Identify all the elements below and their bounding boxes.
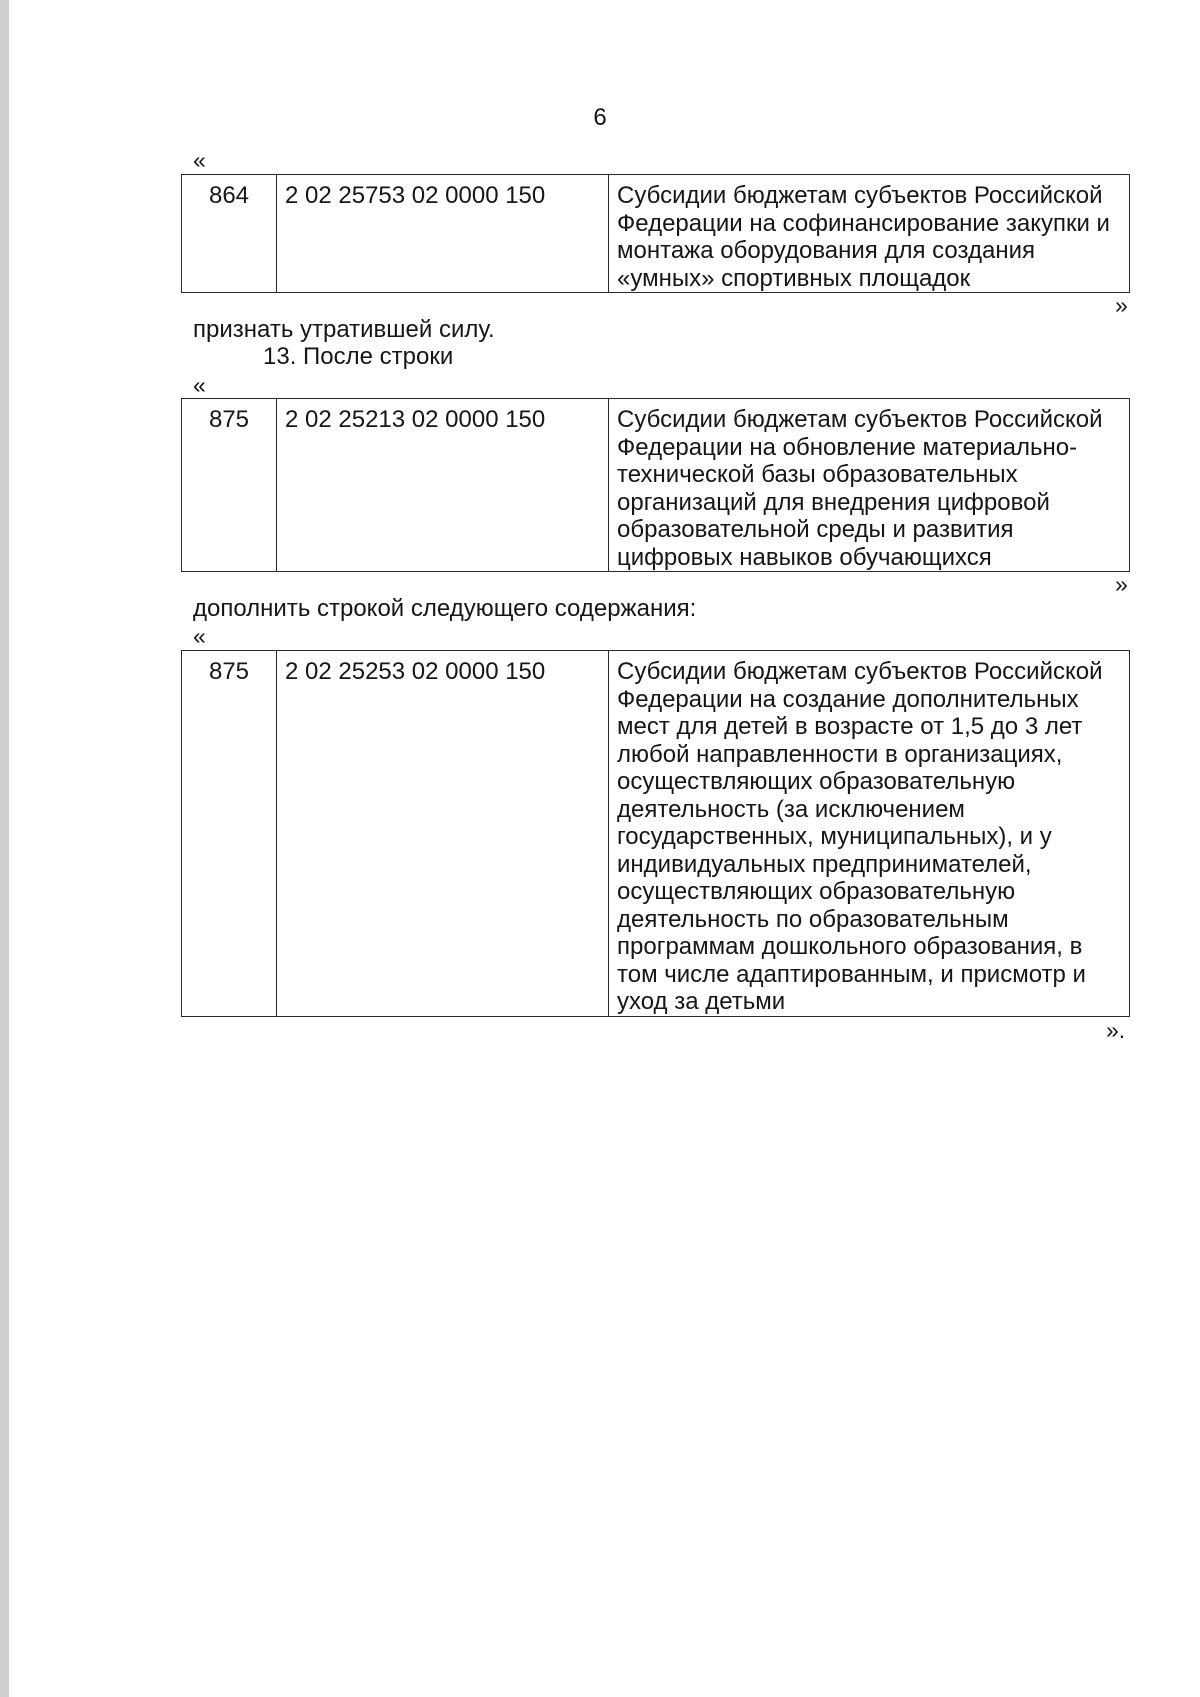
row-description: Субсидии бюджетам субъектов Российской Федерации на обновление материально-технической базы образовательных организаций для внедрения цифровой образовательной среды и развития цифровых навыков обучающихся <box>609 399 1130 572</box>
table-row <box>182 175 1130 293</box>
open-quote-1: « <box>193 147 206 173</box>
close-quote-2: » <box>1115 571 1128 597</box>
budget-code: 2 02 25213 02 0000 150 <box>277 399 609 572</box>
repeal-text: признать утратившей силу. <box>193 316 495 343</box>
row-number: 864 <box>182 175 277 293</box>
budget-code: 2 02 25253 02 0000 150 <box>277 651 609 1017</box>
page-number: 6 <box>593 104 607 131</box>
final-close-quote: ». <box>1106 1017 1126 1043</box>
scan-edge-strip <box>0 0 9 1697</box>
close-quote-1: » <box>1115 292 1128 318</box>
item-13-text: 13. После строки <box>263 343 454 370</box>
table-block-3 <box>181 650 1130 1017</box>
add-row-text: дополнить строкой следующего содержания: <box>193 595 697 622</box>
table-block-2 <box>181 398 1130 572</box>
budget-code: 2 02 25753 02 0000 150 <box>277 175 609 293</box>
row-number: 875 <box>182 399 277 572</box>
row-number: 875 <box>182 651 277 1017</box>
table-block-1 <box>181 174 1130 293</box>
row-description: Субсидии бюджетам субъектов Российской Федерации на создание дополнительных мест для детей в возрасте от 1,5 до 3 лет любой направленности в организациях, осуществляющих образовательную деятельность (за исключением государственных, муниципальных), и у индивидуальных предпринимателей, осуществляющих образовательную деятельность по образовательным программам дошкольного образования, в том числе адаптированным, и присмотр и уход за детьми <box>609 651 1130 1017</box>
row-description: Субсидии бюджетам субъектов Российской Федерации на софинансирование закупки и монтажа оборудования для создания «умных» спортивных площадок <box>609 175 1130 293</box>
open-quote-2: « <box>193 372 206 398</box>
table-row <box>182 651 1130 1017</box>
table-row <box>182 399 1130 572</box>
open-quote-3: « <box>193 623 206 649</box>
